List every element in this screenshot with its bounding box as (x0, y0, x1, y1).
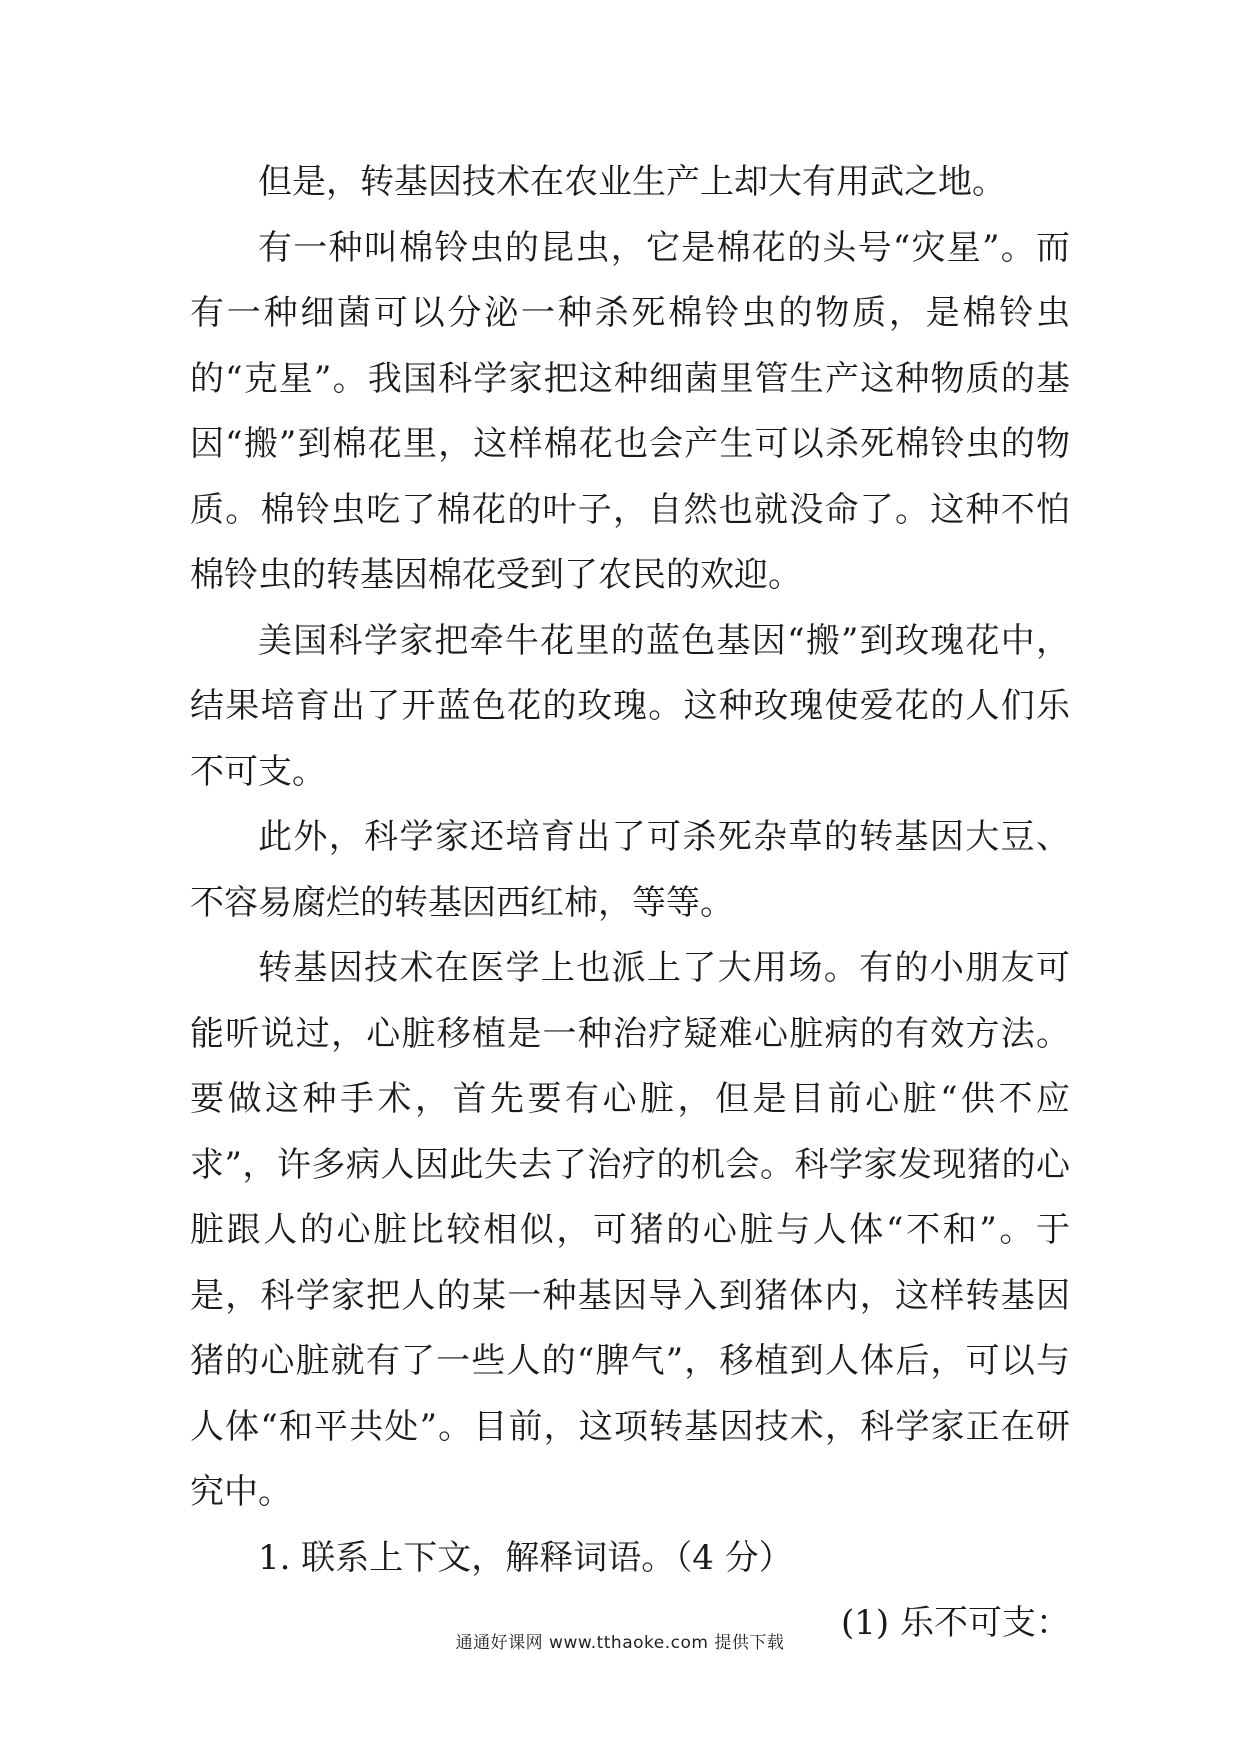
paragraph-1: 但是，转基因技术在农业生产上却大有用武之地。 (258, 162, 1006, 202)
paragraph-2: 有一种叫棉铃虫的昆虫，它是棉花的头号“灾星”。而有一种细菌可以分泌一种杀死棉铃虫的物质，是棉铃虫的“克星”。我国科学家把这种细菌里管生产这种物质的基因“搬”到棉花里，这样棉花也会产生可以杀死棉铃虫的物质。棉铃虫吃了棉花的叶子，自然也就没命了。这种不怕棉铃虫的转基因棉花受到了农民的欢迎。 (190, 227, 1070, 595)
article-body (190, 150, 1070, 1657)
paragraph-4: 此外，科学家还培育出了可杀死杂草的转基因大豆、不容易腐烂的转基因西红柿，等等。 (190, 817, 1070, 923)
question-1: 1. 联系上下文，解释词语。（4 分） (258, 1537, 793, 1578)
sub-question-1: (1) 乐不可支： (841, 1603, 1070, 1643)
paragraph-5: 转基因技术在医学上也派上了大用场。有的小朋友可能听说过，心脏移植是一种治疗疑难心脏病的有效方法。要做这种手术，首先要有心脏，但是目前心脏“供不应求”，许多病人因此失去了治疗的机会。科学家发现猪的心脏跟人的心脏比较相似，可猪的心脏与人体“不和”。于是，科学家把人的某一种基因导入到猪体内，这样转基因猪的心脏就有了一些人的“脾气”，移植到人体后，可以与人体“和平共处”。目前，这项转基因技术，科学家正在研究中。 (190, 948, 1070, 1512)
paragraph-3: 美国科学家把牵牛花里的蓝色基因“搬”到玫瑰花中，结果培育出了开蓝色花的玫瑰。这种玫瑰使爱花的人们乐不可支。 (190, 620, 1070, 792)
page-footer: 通通好课网 www.tthaoke.com 提供下载 (455, 1633, 785, 1653)
